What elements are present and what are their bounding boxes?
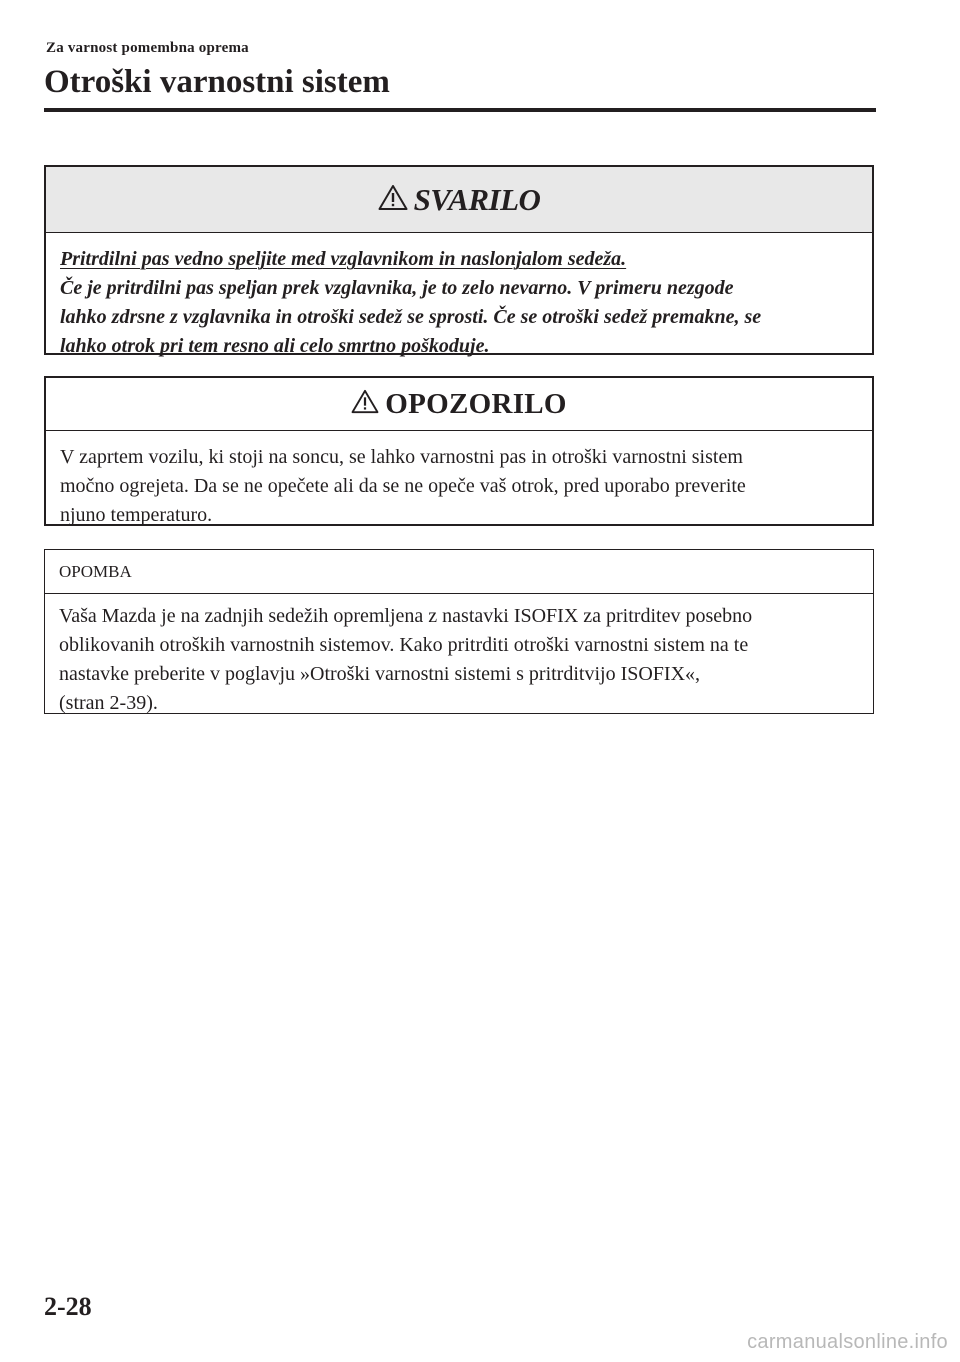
caution-box-title: OPOZORILO [385,387,567,420]
caution-box [44,376,874,526]
note-text-line: oblikovanih otroških varnostnih sistemov. Kako pritrditi otroški varnostni sistem na te [59,634,749,656]
note-box [44,549,874,714]
caution-text-line: V zaprtem vozilu, ki stoji na soncu, se lahko varnostni pas in otroški varnostni sistem [60,446,743,468]
warning-box-header [46,167,872,233]
warning-text-line: lahko otrok pri tem resno ali celo smrtno poškoduje. [60,335,490,357]
warning-box [44,165,874,355]
caution-box-header [46,378,872,431]
warning-triangle-icon [378,184,408,216]
warning-box-body [46,233,872,361]
page-number: 2-28 [44,1292,92,1321]
warning-text-line: Če je pritrdilni pas speljan prek vzglavnika, je to zelo nevarno. V primeru nezgode [60,277,734,299]
title-divider [44,108,876,112]
note-text-line: (stran 2-39). [59,692,158,714]
warning-triangle-icon [351,389,379,419]
note-text-line: nastavke preberite v poglavju »Otroški varnostni sistemi s pritrditvijo ISOFIX«, [59,663,701,685]
warning-lead-sentence: Pritrdilni pas vedno speljite med vzglavnikom in naslonjalom sedeža. [60,248,627,270]
caution-text-line: njuno temperaturo. [60,504,213,526]
watermark: carmanualsonline.info [747,1331,948,1353]
page-title: Otroški varnostni sistem [44,64,390,100]
caution-box-body [46,431,872,530]
warning-box-title: SVARILO [413,181,541,217]
note-text-line: Vaša Mazda je na zadnjih sedežih opremljena z nastavki ISOFIX za pritrditev posebno [59,605,753,627]
note-box-title: OPOMBA [59,561,132,581]
note-box-header [45,550,873,594]
caution-text-line: močno ogrejeta. Da se ne opečete ali da se ne opeče vaš otrok, pred uporabo preverite [60,475,746,497]
section-label: Za varnost pomembna oprema [46,40,249,56]
warning-text-line: lahko zdrsne z vzglavnika in otroški sedež se sprosti. Če se otroški sedež premakne, se [60,306,762,328]
note-box-body [45,594,873,718]
